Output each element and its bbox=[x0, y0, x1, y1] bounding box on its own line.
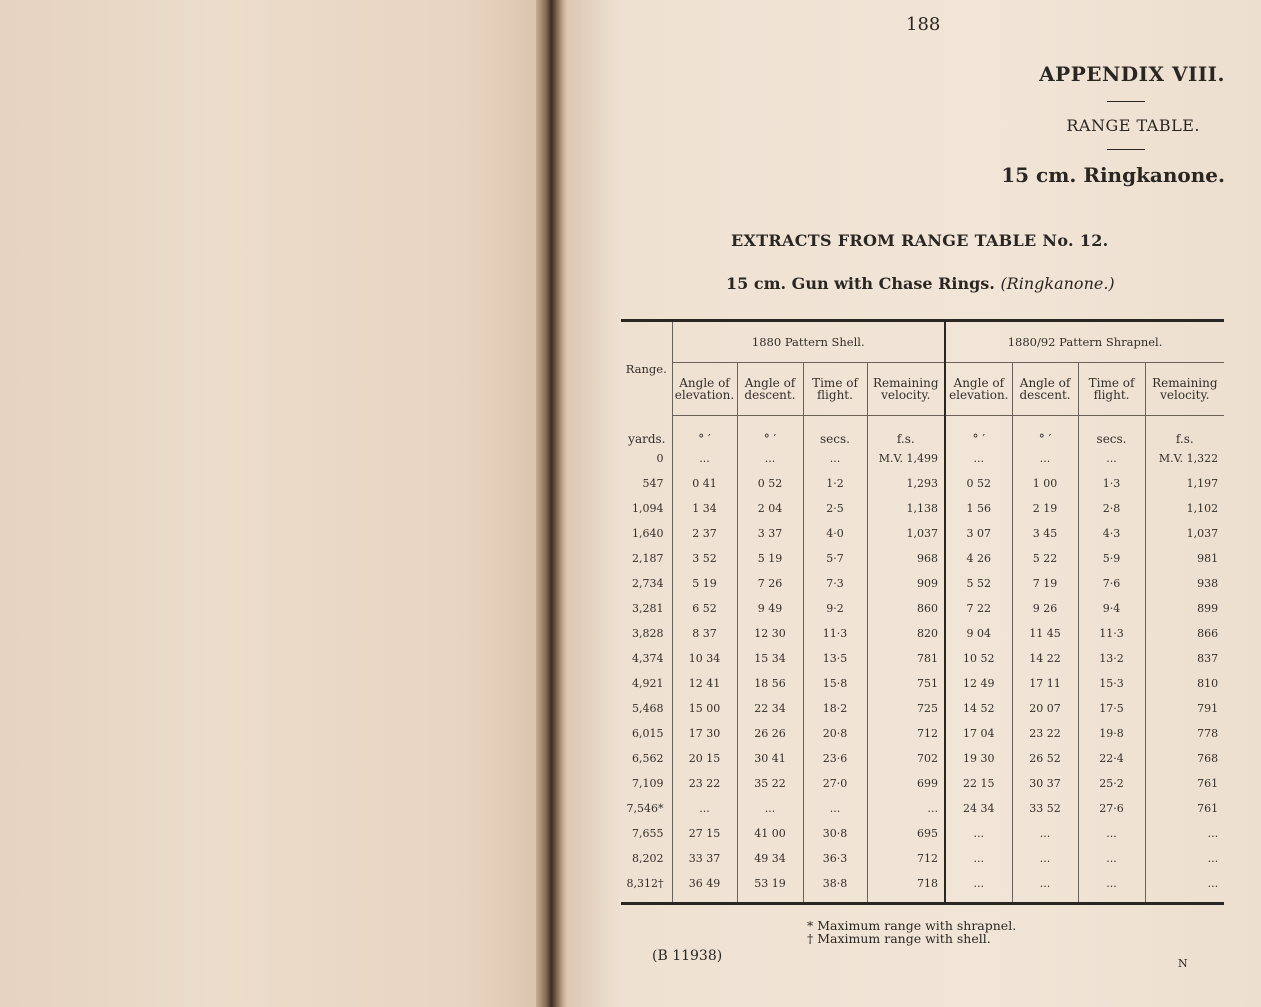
cell-p-vel: 866 bbox=[1145, 621, 1224, 646]
cell-s-elev: 27 15 bbox=[672, 821, 737, 846]
cell-s-vel: 699 bbox=[867, 771, 945, 796]
subtitle-divider bbox=[1107, 149, 1145, 150]
cell-s-time: 27·0 bbox=[803, 771, 867, 796]
cell-p-desc: 30 37 bbox=[1012, 771, 1078, 796]
left-page bbox=[0, 0, 548, 1007]
cell-range: 8,202 bbox=[632, 852, 664, 865]
footnote-shell: † Maximum range with shell. bbox=[807, 931, 991, 946]
cell-p-elev: 3 07 bbox=[945, 521, 1012, 546]
cell-range: 7,109 bbox=[632, 777, 664, 790]
cell-s-vel: 751 bbox=[867, 671, 945, 696]
cell-p-elev: 7 22 bbox=[945, 596, 1012, 621]
cell-s-desc: 22 34 bbox=[737, 696, 803, 721]
cell-p-desc: 7 19 bbox=[1012, 571, 1078, 596]
cell-s-elev: 17 30 bbox=[672, 721, 737, 746]
cell-p-desc: 9 26 bbox=[1012, 596, 1078, 621]
cell-p-time: 9·4 bbox=[1078, 596, 1145, 621]
cell-p-time: ... bbox=[1078, 446, 1145, 471]
cell-s-time: 13·5 bbox=[803, 646, 867, 671]
cell-range: 6,015 bbox=[632, 727, 664, 740]
cell-p-time: 11·3 bbox=[1078, 621, 1145, 646]
shrapnel-group-header: 1880/92 Pattern Shrapnel. bbox=[945, 321, 1224, 363]
cell-p-elev: 12 49 bbox=[945, 671, 1012, 696]
cell-p-vel: 761 bbox=[1145, 771, 1224, 796]
cell-p-elev: 17 04 bbox=[945, 721, 1012, 746]
shell-elevation-header: Angle of elevation. bbox=[672, 363, 737, 416]
cell-p-desc: 2 19 bbox=[1012, 496, 1078, 521]
subtitle-italic: (Ringkanone.) bbox=[1000, 274, 1115, 293]
cell-p-time: 15·3 bbox=[1078, 671, 1145, 696]
cell-s-elev: 36 49 bbox=[672, 871, 737, 904]
cell-s-time: 11·3 bbox=[803, 621, 867, 646]
cell-s-vel: 968 bbox=[867, 546, 945, 571]
cell-s-elev: 23 22 bbox=[672, 771, 737, 796]
cell-p-elev: 22 15 bbox=[945, 771, 1012, 796]
cell-s-time: 1·2 bbox=[803, 471, 867, 496]
cell-s-elev: 3 52 bbox=[672, 546, 737, 571]
range-table-title: RANGE TABLE. bbox=[1066, 116, 1200, 135]
cell-s-elev: 10 34 bbox=[672, 646, 737, 671]
cell-range: 1,640 bbox=[632, 527, 664, 540]
cell-range: 7,546* bbox=[626, 802, 664, 815]
cell-p-time: ... bbox=[1078, 846, 1145, 871]
table-row bbox=[621, 596, 1224, 621]
cell-p-vel: 837 bbox=[1145, 646, 1224, 671]
cell-p-time: 19·8 bbox=[1078, 721, 1145, 746]
cell-s-vel: ... bbox=[867, 796, 945, 821]
cell-range: 6,562 bbox=[632, 752, 664, 765]
table-row bbox=[621, 796, 1224, 821]
appendix-title: APPENDIX VIII. bbox=[1039, 62, 1225, 86]
cell-s-desc: 15 34 bbox=[737, 646, 803, 671]
cell-s-desc: 12 30 bbox=[737, 621, 803, 646]
cell-s-desc: 49 34 bbox=[737, 846, 803, 871]
cell-s-time: ... bbox=[803, 446, 867, 471]
table-row bbox=[621, 571, 1224, 596]
cell-p-time: 7·6 bbox=[1078, 571, 1145, 596]
cell-s-time: 7·3 bbox=[803, 571, 867, 596]
cell-s-desc: 7 26 bbox=[737, 571, 803, 596]
cell-p-vel: 791 bbox=[1145, 696, 1224, 721]
cell-p-time: 1·3 bbox=[1078, 471, 1145, 496]
cell-p-elev: ... bbox=[945, 446, 1012, 471]
cell-range: 4,374 bbox=[632, 652, 664, 665]
table-row bbox=[621, 871, 1224, 904]
cell-p-vel: 778 bbox=[1145, 721, 1224, 746]
cell-p-desc: 26 52 bbox=[1012, 746, 1078, 771]
cell-p-vel: 899 bbox=[1145, 596, 1224, 621]
table-row bbox=[621, 471, 1224, 496]
cell-s-desc: 3 37 bbox=[737, 521, 803, 546]
cell-s-vel: 718 bbox=[867, 871, 945, 904]
cell-s-desc: 41 00 bbox=[737, 821, 803, 846]
cell-p-time: 5·9 bbox=[1078, 546, 1145, 571]
unit-angle: ° ′ bbox=[1012, 416, 1078, 447]
cell-s-time: 5·7 bbox=[803, 546, 867, 571]
shell-time-header: Time of flight. bbox=[803, 363, 867, 416]
cell-s-desc: 30 41 bbox=[737, 746, 803, 771]
cell-s-elev: 20 15 bbox=[672, 746, 737, 771]
table-row bbox=[621, 771, 1224, 796]
cell-range: 3,828 bbox=[632, 627, 664, 640]
cell-p-time: 13·2 bbox=[1078, 646, 1145, 671]
unit-angle: ° ′ bbox=[945, 416, 1012, 447]
subtitle-text: 15 cm. Gun with Chase Rings. bbox=[726, 274, 995, 293]
shell-group-header: 1880 Pattern Shell. bbox=[672, 321, 945, 363]
cell-s-desc: ... bbox=[737, 796, 803, 821]
cell-s-desc: 9 49 bbox=[737, 596, 803, 621]
cell-p-vel: 810 bbox=[1145, 671, 1224, 696]
cell-p-vel: ... bbox=[1145, 871, 1224, 904]
cell-p-desc: 5 22 bbox=[1012, 546, 1078, 571]
cell-s-vel: 781 bbox=[867, 646, 945, 671]
cell-s-time: 4·0 bbox=[803, 521, 867, 546]
cell-s-vel: 1,037 bbox=[867, 521, 945, 546]
cell-s-time: 30·8 bbox=[803, 821, 867, 846]
range-table bbox=[621, 319, 1224, 905]
cell-p-elev: 24 34 bbox=[945, 796, 1012, 821]
cell-p-elev: ... bbox=[945, 821, 1012, 846]
cell-p-time: 22·4 bbox=[1078, 746, 1145, 771]
table-row bbox=[621, 721, 1224, 746]
cell-p-vel: 981 bbox=[1145, 546, 1224, 571]
cell-p-desc: 20 07 bbox=[1012, 696, 1078, 721]
cell-s-elev: 8 37 bbox=[672, 621, 737, 646]
unit-velocity: f.s. bbox=[867, 416, 945, 447]
cell-s-desc: 26 26 bbox=[737, 721, 803, 746]
cell-p-desc: 17 11 bbox=[1012, 671, 1078, 696]
cell-p-vel: 1,102 bbox=[1145, 496, 1224, 521]
unit-angle: ° ′ bbox=[672, 416, 737, 447]
cell-range: 5,468 bbox=[632, 702, 664, 715]
page-number: 188 bbox=[906, 14, 941, 35]
cell-p-vel: ... bbox=[1145, 846, 1224, 871]
cell-range: 2,734 bbox=[632, 577, 664, 590]
cell-p-time: 4·3 bbox=[1078, 521, 1145, 546]
cell-s-vel: M.V. 1,499 bbox=[867, 446, 945, 471]
cell-range: 4,921 bbox=[632, 677, 664, 690]
cell-range: 0 bbox=[656, 452, 664, 465]
cell-p-elev: 4 26 bbox=[945, 546, 1012, 571]
title-divider bbox=[1107, 101, 1145, 102]
cell-s-elev: 2 37 bbox=[672, 521, 737, 546]
cell-p-elev: 9 04 bbox=[945, 621, 1012, 646]
cell-p-time: 25·2 bbox=[1078, 771, 1145, 796]
cell-s-time: ... bbox=[803, 796, 867, 821]
cell-p-desc: 11 45 bbox=[1012, 621, 1078, 646]
cell-s-vel: 909 bbox=[867, 571, 945, 596]
cell-s-time: 15·8 bbox=[803, 671, 867, 696]
cell-p-vel: M.V. 1,322 bbox=[1145, 446, 1224, 471]
cell-s-time: 9·2 bbox=[803, 596, 867, 621]
cell-p-vel: 768 bbox=[1145, 746, 1224, 771]
cell-p-desc: 3 45 bbox=[1012, 521, 1078, 546]
units-row bbox=[621, 416, 1224, 447]
cell-s-vel: 695 bbox=[867, 821, 945, 846]
cell-s-desc: 5 19 bbox=[737, 546, 803, 571]
cell-s-desc: 2 04 bbox=[737, 496, 803, 521]
cell-p-desc: 33 52 bbox=[1012, 796, 1078, 821]
cell-p-desc: 14 22 bbox=[1012, 646, 1078, 671]
table-row bbox=[621, 671, 1224, 696]
unit-range: yards. bbox=[628, 432, 666, 446]
signature-mark: N bbox=[1178, 957, 1188, 970]
cell-p-elev: 19 30 bbox=[945, 746, 1012, 771]
cell-s-elev: ... bbox=[672, 796, 737, 821]
table-row bbox=[621, 496, 1224, 521]
cell-p-elev: 1 56 bbox=[945, 496, 1012, 521]
cell-s-elev: 15 00 bbox=[672, 696, 737, 721]
cell-p-vel: 938 bbox=[1145, 571, 1224, 596]
unit-time: secs. bbox=[1078, 416, 1145, 447]
cell-s-time: 2·5 bbox=[803, 496, 867, 521]
table-row bbox=[621, 521, 1224, 546]
cell-s-time: 18·2 bbox=[803, 696, 867, 721]
cell-p-time: ... bbox=[1078, 821, 1145, 846]
cell-s-vel: 1,138 bbox=[867, 496, 945, 521]
table-row bbox=[621, 621, 1224, 646]
table-subtitle bbox=[726, 274, 1115, 293]
cell-p-vel: 1,197 bbox=[1145, 471, 1224, 496]
cell-s-elev: 12 41 bbox=[672, 671, 737, 696]
printer-code: (B 11938) bbox=[652, 948, 723, 964]
cell-p-time: 2·8 bbox=[1078, 496, 1145, 521]
cell-p-time: 27·6 bbox=[1078, 796, 1145, 821]
unit-time: secs. bbox=[803, 416, 867, 447]
cell-s-time: 20·8 bbox=[803, 721, 867, 746]
cell-range: 7,655 bbox=[632, 827, 664, 840]
table-row bbox=[621, 646, 1224, 671]
cell-range: 3,281 bbox=[632, 602, 664, 615]
table-row bbox=[621, 446, 1224, 471]
unit-angle: ° ′ bbox=[737, 416, 803, 447]
cell-s-elev: 6 52 bbox=[672, 596, 737, 621]
cell-s-elev: 1 34 bbox=[672, 496, 737, 521]
cell-s-time: 38·8 bbox=[803, 871, 867, 904]
cell-p-elev: 14 52 bbox=[945, 696, 1012, 721]
cell-s-time: 36·3 bbox=[803, 846, 867, 871]
cell-s-desc: 0 52 bbox=[737, 471, 803, 496]
cell-range: 2,187 bbox=[632, 552, 664, 565]
shell-descent-header: Angle of descent. bbox=[737, 363, 803, 416]
cell-p-desc: ... bbox=[1012, 871, 1078, 904]
cell-range: 8,312† bbox=[626, 877, 664, 890]
footnote-shrapnel: * Maximum range with shrapnel. bbox=[807, 918, 1017, 933]
cell-p-elev: ... bbox=[945, 871, 1012, 904]
shrapnel-time-header: Time of flight. bbox=[1078, 363, 1145, 416]
cell-s-desc: 18 56 bbox=[737, 671, 803, 696]
cell-s-vel: 820 bbox=[867, 621, 945, 646]
cell-s-elev: 0 41 bbox=[672, 471, 737, 496]
cell-s-elev: 33 37 bbox=[672, 846, 737, 871]
cell-s-vel: 712 bbox=[867, 846, 945, 871]
cell-s-vel: 702 bbox=[867, 746, 945, 771]
extracts-title: EXTRACTS FROM RANGE TABLE No. 12. bbox=[731, 231, 1109, 250]
cell-p-elev: 0 52 bbox=[945, 471, 1012, 496]
cell-s-elev: ... bbox=[672, 446, 737, 471]
cell-range: 1,094 bbox=[632, 502, 664, 515]
cell-p-vel: 761 bbox=[1145, 796, 1224, 821]
cell-range: 547 bbox=[642, 477, 664, 490]
cell-p-elev: ... bbox=[945, 846, 1012, 871]
cell-s-desc: 35 22 bbox=[737, 771, 803, 796]
table-row bbox=[621, 846, 1224, 871]
table-row bbox=[621, 696, 1224, 721]
gun-title: 15 cm. Ringkanone. bbox=[1001, 163, 1225, 187]
cell-s-vel: 1,293 bbox=[867, 471, 945, 496]
book-spine bbox=[536, 0, 568, 1007]
cell-p-desc: ... bbox=[1012, 846, 1078, 871]
unit-velocity: f.s. bbox=[1145, 416, 1224, 447]
table-row bbox=[621, 821, 1224, 846]
cell-p-vel: ... bbox=[1145, 821, 1224, 846]
cell-p-elev: 5 52 bbox=[945, 571, 1012, 596]
cell-s-time: 23·6 bbox=[803, 746, 867, 771]
cell-s-vel: 725 bbox=[867, 696, 945, 721]
table-row bbox=[621, 746, 1224, 771]
shrapnel-elevation-header: Angle of elevation. bbox=[945, 363, 1012, 416]
shrapnel-velocity-header: Remaining velocity. bbox=[1145, 363, 1224, 416]
cell-p-time: ... bbox=[1078, 871, 1145, 904]
cell-p-elev: 10 52 bbox=[945, 646, 1012, 671]
cell-p-vel: 1,037 bbox=[1145, 521, 1224, 546]
cell-p-time: 17·5 bbox=[1078, 696, 1145, 721]
cell-s-desc: ... bbox=[737, 446, 803, 471]
cell-p-desc: 1 00 bbox=[1012, 471, 1078, 496]
table-row bbox=[621, 546, 1224, 571]
cell-p-desc: ... bbox=[1012, 821, 1078, 846]
cell-s-vel: 712 bbox=[867, 721, 945, 746]
cell-s-elev: 5 19 bbox=[672, 571, 737, 596]
cell-s-vel: 860 bbox=[867, 596, 945, 621]
shrapnel-descent-header: Angle of descent. bbox=[1012, 363, 1078, 416]
cell-p-desc: 23 22 bbox=[1012, 721, 1078, 746]
shell-velocity-header: Remaining velocity. bbox=[867, 363, 945, 416]
cell-p-desc: ... bbox=[1012, 446, 1078, 471]
range-header: Range. bbox=[625, 361, 667, 376]
cell-s-desc: 53 19 bbox=[737, 871, 803, 904]
